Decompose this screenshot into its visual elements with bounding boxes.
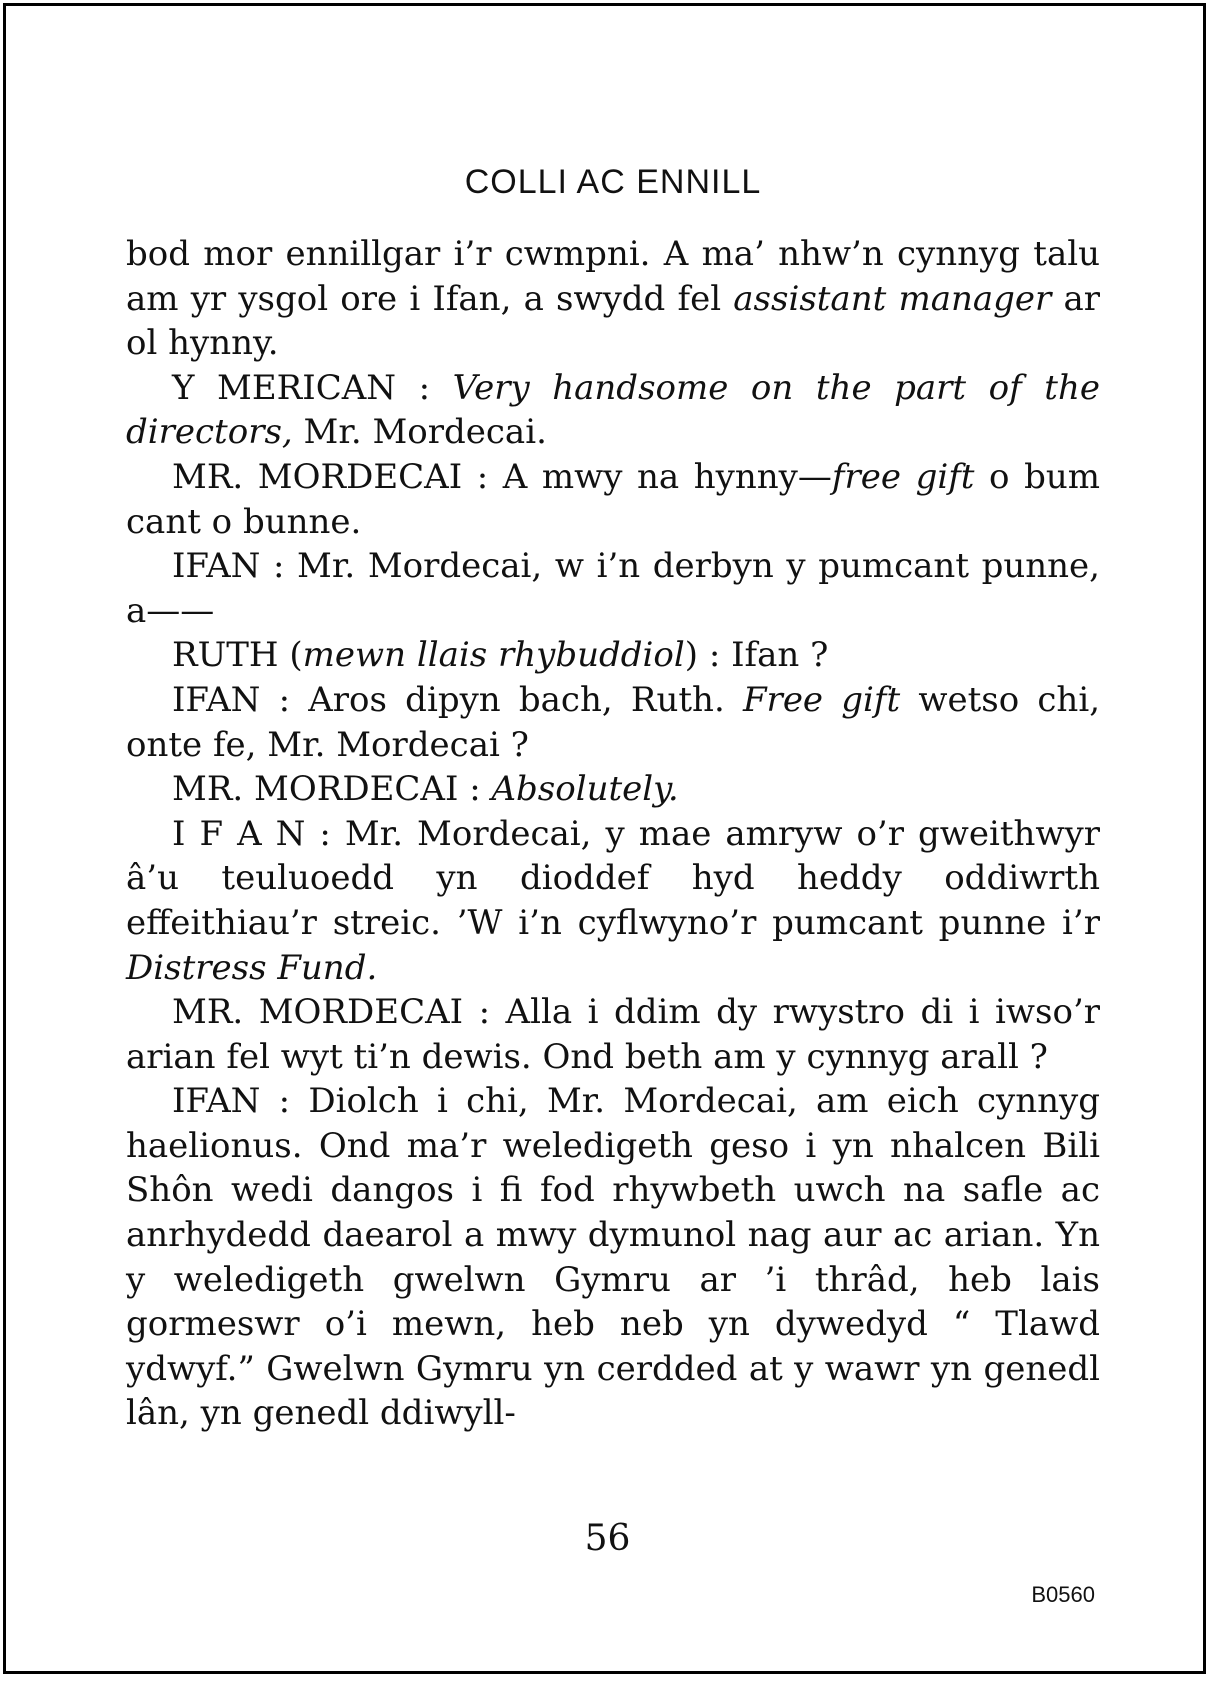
paragraph <box>126 544 1100 633</box>
paragraph <box>126 1079 1100 1436</box>
italic-text: Distress Fund. <box>126 947 378 988</box>
paragraph <box>126 366 1100 455</box>
text-run: Y MERICAN : <box>172 367 453 408</box>
reference-code: B0560 <box>1031 1582 1095 1607</box>
text-run: MR. MORDECAI : Alla i ddim dy rwystro di i iwso’r arian fel wyt ti’n dewis. Ond beth am y cynnyg arall ? <box>126 992 1100 1077</box>
text-run: ) : Ifan ? <box>684 635 829 676</box>
paragraph <box>126 232 1100 366</box>
text-body <box>126 232 1100 1436</box>
text-run: RUTH ( <box>172 635 303 676</box>
text-run: wetso chi, onte fe, Mr. Mordecai ? <box>126 679 1100 765</box>
page-body <box>126 160 1100 1436</box>
text-run: o bum cant o bunne. <box>126 456 1100 542</box>
text-run: IFAN : Mr. Mordecai, w i’n derbyn y pumcant punne, a—— <box>126 546 1100 631</box>
page-number: 56 <box>584 1518 631 1559</box>
paragraph <box>126 633 1100 678</box>
text-run: MR. MORDECAI : A mwy na hynny— <box>172 456 832 497</box>
text-run: IFAN : Aros dipyn bach, Ruth. <box>172 679 743 720</box>
paragraph <box>126 990 1100 1079</box>
running-head: COLLI AC ENNILL <box>464 163 762 201</box>
text-run: bod mor ennillgar i’r cwmpni. A ma’ nhw’n cynnyg talu am yr ysgol ore i Ifan, a swydd fel <box>126 234 1100 319</box>
italic-text: assistant manager <box>733 278 1052 319</box>
italic-text: Very handsome on the part of the directors, <box>126 367 1100 453</box>
paragraph <box>126 678 1100 767</box>
paragraph <box>126 767 1100 812</box>
italic-text: free gift <box>831 456 975 497</box>
italic-text: mewn llais rhybuddiol <box>302 635 685 676</box>
text-run: Mr. Mordecai. <box>292 412 547 453</box>
text-run: I F A N : Mr. Mordecai, y mae amryw o’r gweithwyr â’u teuluoedd yn dioddef hyd heddy oddiwrth effeithiau’r streic. ’W i’n cyflwyno’r pumcant punne i’r <box>126 813 1100 943</box>
italic-text: Free gift <box>742 679 901 720</box>
paragraph <box>126 812 1100 990</box>
text-run: IFAN : Diolch i chi, Mr. Mordecai, am eich cynnyg haelionus. Ond ma’r weledigeth geso i yn nhalcen Bili Shôn wedi dangos i fi fod rhywbeth uwch na safle ac anrhydedd daearol a mwy dymunol nag aur ac arian. Yn y weledigeth gwelwn Gymru ar ’i thrâd, heb lais gormeswr o’i mewn, heb neb yn dywedyd “ Tlawd ydwyf.” Gwelwn Gymru yn cerdded at y wawr yn genedl lân, yn genedl ddiwyll- <box>126 1081 1100 1434</box>
italic-text: Absolutely. <box>491 769 679 810</box>
paragraph <box>126 455 1100 544</box>
text-run: MR. MORDECAI : <box>172 769 492 810</box>
text-run: ar ol hynny. <box>126 278 1100 364</box>
